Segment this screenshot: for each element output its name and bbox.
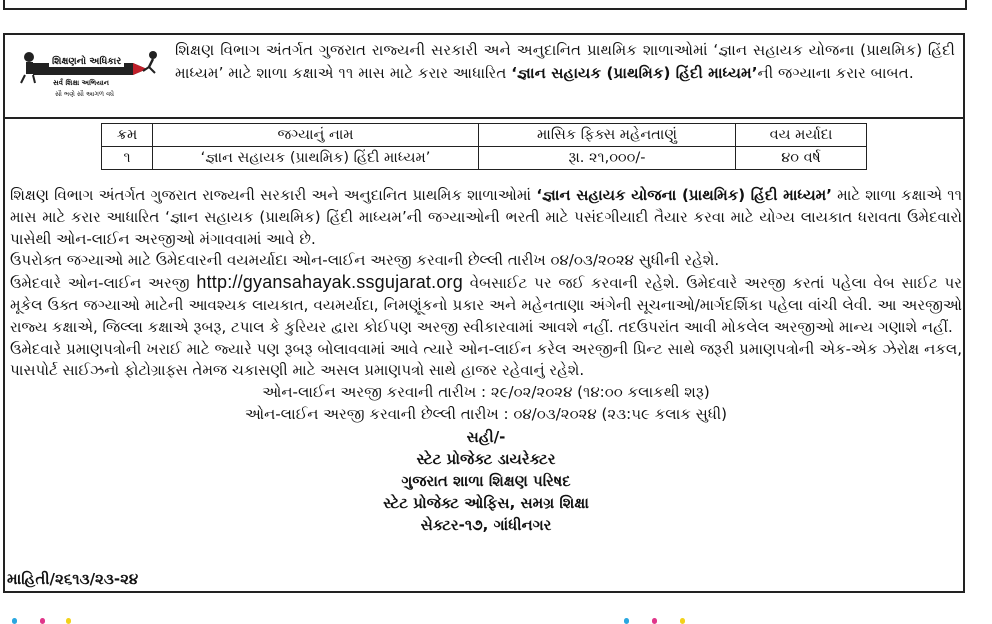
yellow-mark xyxy=(66,618,71,624)
paragraph-documents: ઉમેદવારે પ્રમાણપત્રોની ખરાઈ માટે જ્યારે પણ રૂબરૂ બોલાવવામાં આવે ત્યારે ઓન-લાઈન કરેલ અરજીની પ્રિન્ટ સાથે જરૂરી પ્રમાણપત્રોની એક-એક ઝેરોક્ષ નકલ, પાસપોર્ટ સાઈઝનો ફોટોગ્રાફ્સ તેમજ ચકાસણી માટે અસલ પ્રમાણપત્રો સાથે હાજર રહેવાનું રહેશે. xyxy=(10,339,962,380)
cyan-mark xyxy=(624,618,629,624)
table-header-row xyxy=(102,124,867,147)
cell-salary: રૂા. ૨૧,૦૦૦/- xyxy=(479,147,736,170)
col-salary: માસિક ફિક્સ મહેનતાણું xyxy=(479,124,736,147)
signatory-council: ગુજરાત શાળા શિક્ષણ પરિષદ xyxy=(401,471,571,490)
recruitment-notice xyxy=(3,33,965,593)
start-date: ઓન-લાઈન અરજી કરવાની તારીખ : ૨૯/૦૨/૨૦૨૪ (૧૪:૦૦ કલાકથી શરૂ) xyxy=(262,383,710,402)
paragraph-age-limit: ઉપરોક્ત જગ્યાઓ માટે ઉમેદવારની વયમર્યાદા ઓન-લાઈન અરજી કરવાની છેલ્લી તારીખ ૦૪/૦૩/૨૦૨૪ સુધીની રહેશે. xyxy=(10,251,720,270)
apply-text-cont: વેબસાઈટ પર જઈ કરવાની રહેશે. ઉમેદવારે અરજી કરતાં પહેલા વેબ સાઈટ પર મૂકેલ ઉક્ત જગ્યાઓ માટેની આવશ્યક લાયકાત, વયમર્યાદા, નિમણૂંકનો પ્રકાર અને મહેનતાણા અંગેની સૂચનાઓ/માર્ગદર્શિકા પહેલા વાંચી લેવી. આ અરજીઓ રાજ્ય કક્ષાએ, જિલ્લા કક્ષાએ રૂબરૂ, ટપાલ કે કુરિયર દ્વારા કોઈપણ અરજી સ્વીકારવામાં આવશે નહીં. તદઉપરાંત આવી મોકલેલ અરજીઓ માન્ય ગણાશે નહીં. xyxy=(10,274,962,336)
magenta-mark xyxy=(40,618,45,624)
title-part-2: ની જગ્યાના કરાર બાબત. xyxy=(757,64,914,82)
posts-table xyxy=(101,123,867,170)
col-post-name: જગ્યાનું નામ xyxy=(153,124,479,147)
notice-header xyxy=(5,35,963,119)
cell-age-limit: ૪૦ વર્ષ xyxy=(736,147,867,170)
title-bold-post: ‘જ્ઞાન સહાયક (પ્રાથમિક) હિંદી માધ્યમ’ xyxy=(511,64,758,82)
intro-bold-scheme: ‘જ્ઞાન સહાયક યોજના (પ્રાથમિક) હિંદી માધ્યમ’ xyxy=(536,186,832,204)
previous-notice-box xyxy=(3,0,967,10)
signatory-address: સેક્ટર-૧૭, ગાંધીનગર xyxy=(420,515,552,534)
logo-motto: સૌ ભણે સૌ આગળ વધે xyxy=(55,90,115,98)
paragraph-apply-online xyxy=(10,272,962,338)
logo-title: શિક્ષણનો અધિકાર xyxy=(49,56,124,67)
pencil-logo-icon xyxy=(15,45,165,109)
signature-sign: સહી/- xyxy=(466,427,506,446)
yellow-mark xyxy=(680,618,685,624)
reference-number: માહિતી/૨૬૧૩/૨૩-૨૪ xyxy=(7,570,139,588)
signatory-designation: સ્ટેટ પ્રોજેક્ટ ડાયરેક્ટર xyxy=(416,449,556,468)
signatory-office: સ્ટેટ પ્રોજેક્ટ ઓફિસ, સમગ્ર શિક્ષા xyxy=(383,493,589,512)
notice-body xyxy=(10,185,962,536)
print-color-marks xyxy=(0,606,992,624)
intro-text: શિક્ષણ વિભાગ અંતર્ગત ગુજરાત રાજ્યની સરકારી અને અનુદાનિત પ્રાથમિક શાળાઓમાં xyxy=(10,186,532,204)
cell-serial: ૧ xyxy=(102,147,153,170)
end-date: ઓન-લાઈન અરજી કરવાની છેલ્લી તારીખ : ૦૪/૦૩/૨૦૨૪ (૨૩:૫૯ કલાક સુધી) xyxy=(245,404,727,423)
logo-tagline: સર્વ શિક્ષા અભિયાન xyxy=(53,79,109,87)
cyan-mark xyxy=(12,618,17,624)
magenta-mark xyxy=(652,618,657,624)
col-age-limit: વય મર્યાદા xyxy=(736,124,867,147)
apply-text: ઉમેદવારે ઓન-લાઈન અરજી xyxy=(10,274,190,293)
logo xyxy=(15,45,165,109)
intro-text-cont: માટે શાળા કક્ષાએ ૧૧ માસ માટે કરાર આધારિત ‘જ્ઞાન સહાયક (પ્રાથમિક) હિંદી માધ્યમ’ની જગ્યાઓની ભરતી માટે પસંદગીયાદી તૈયાર કરવા માટે યોગ્ય લાયકાત ધરાવતા ઉમેદવારો પાસેથી ઓન-લાઈન અરજીઓ મંગાવવામાં આવે છે. xyxy=(10,186,962,248)
signature-block xyxy=(10,426,962,536)
notice-title xyxy=(175,39,955,85)
website-link[interactable]: http://gyansahayak.ssgujarat.org xyxy=(196,272,463,293)
table-row xyxy=(102,147,867,170)
paragraph-intro xyxy=(10,185,962,250)
cell-post-name: ‘જ્ઞાન સહાયક (પ્રાથમિક) હિંદી માધ્યમ’ xyxy=(153,147,479,170)
col-serial: ક્રમ xyxy=(102,124,153,147)
title-part-1: શિક્ષણ વિભાગ અંતર્ગત ગુજરાત રાજ્યની સરકારી અને અનુદાનિત પ્રાથમિક શાળાઓમાં ‘જ્ઞાન સહાયક યોજના (પ્રાથમિક) હિંદી માધ્યમ’ માટે શાળા કક્ષાએ ૧૧ માસ માટે કરાર આધારિત xyxy=(175,41,955,82)
